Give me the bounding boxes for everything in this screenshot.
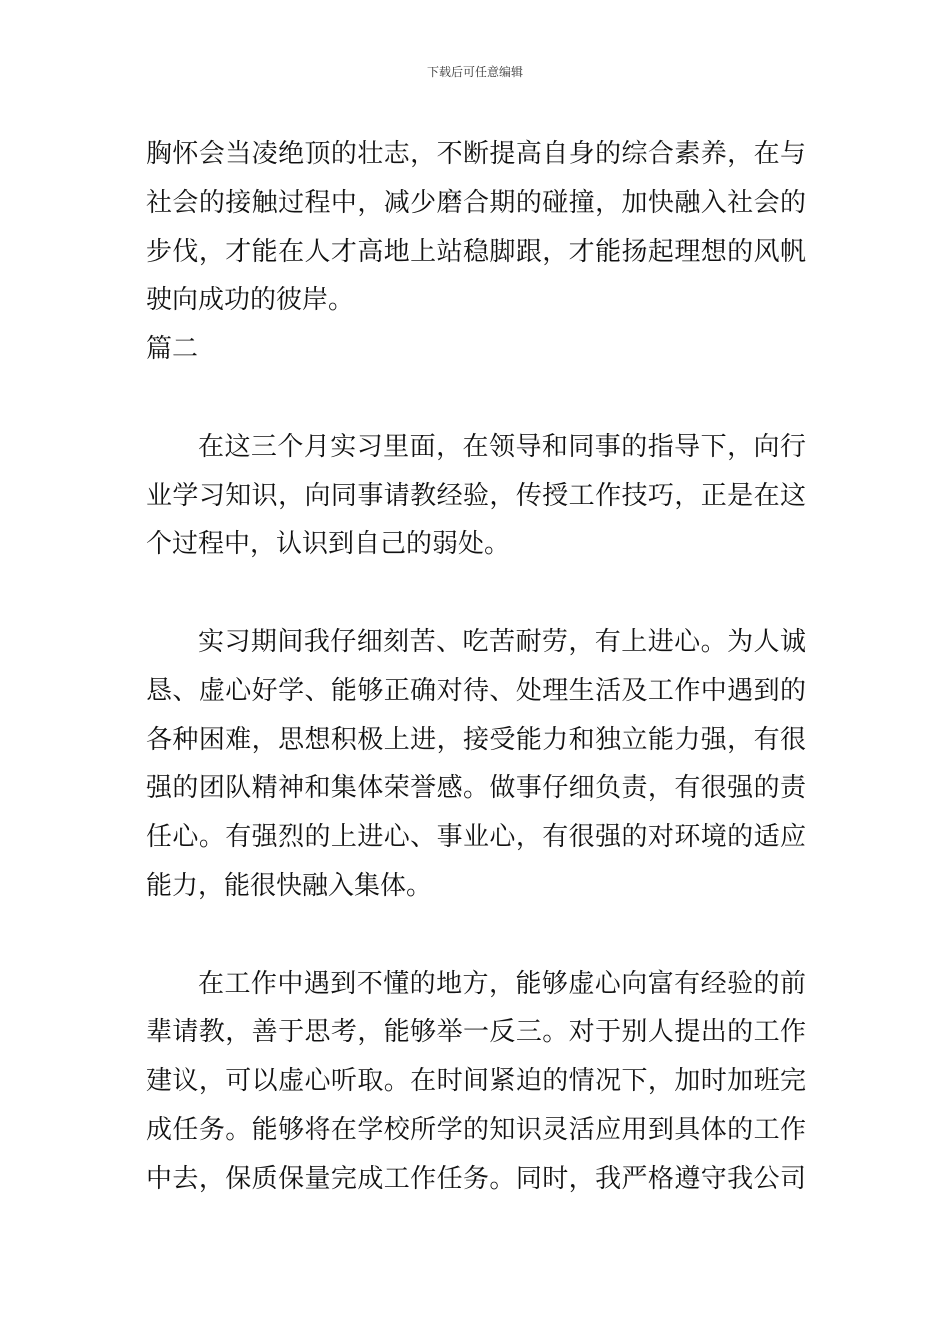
- text-line: 个过程中，认识到自己的弱处。: [146, 529, 511, 560]
- text-line: 胸怀会当凌绝顶的壮志，不断提高自身的综合素养，在与: [146, 139, 806, 169]
- paragraph-spacer: [146, 911, 806, 960]
- paragraph-2: [146, 423, 806, 569]
- text-line: 中去，保质保量完成工作任务。同时，我严格遵守我公司: [146, 1163, 806, 1194]
- text-line: 在工作中遇到不懂的地方，能够虚心向富有经验的前: [198, 968, 806, 999]
- text-line: 社会的接触过程中，减少磨合期的碰撞，加快融入社会的: [146, 187, 806, 218]
- text-line: 业学习知识，向同事请教经验，传授工作技巧，正是在这: [146, 480, 806, 511]
- paragraph-spacer: [146, 374, 806, 423]
- paragraph-1: [146, 130, 806, 325]
- document-body: [146, 130, 806, 1204]
- text-line: 成任务。能够将在学校所学的知识灵活应用到具体的工作: [146, 1114, 806, 1145]
- paragraph-spacer: [146, 569, 806, 618]
- text-line: 任心。有强烈的上进心、事业心，有很强的对环境的适应: [146, 822, 806, 853]
- text-line: 恳、虚心好学、能够正确对待、处理生活及工作中遇到的: [146, 675, 806, 706]
- section-title: 篇二: [146, 334, 199, 365]
- text-line: 能力，能很快融入集体。: [146, 870, 433, 901]
- text-line: 实习期间我仔细刻苦、吃苦耐劳，有上进心。为人诚: [198, 626, 806, 657]
- text-line: 强的团队精神和集体荣誉感。做事仔细负责，有很强的责: [146, 773, 806, 804]
- text-line: 各种困难，思想积极上进，接受能力和独立能力强，有很: [146, 724, 806, 755]
- paragraph-3: [146, 618, 806, 911]
- page-header: 下载后可任意编辑: [426, 65, 523, 79]
- text-line: 步伐，才能在人才高地上站稳脚跟，才能扬起理想的风帆: [146, 236, 806, 267]
- text-line: 辈请教，善于思考，能够举一反三。对于别人提出的工作: [146, 1017, 806, 1048]
- text-line: 驶向成功的彼岸。: [146, 285, 355, 316]
- paragraph-4: [146, 960, 806, 1204]
- text-line: 建议，可以虚心听取。在时间紧迫的情况下，加时加班完: [146, 1066, 806, 1097]
- text-line: 在这三个月实习里面，在领导和同事的指导下，向行: [198, 431, 806, 462]
